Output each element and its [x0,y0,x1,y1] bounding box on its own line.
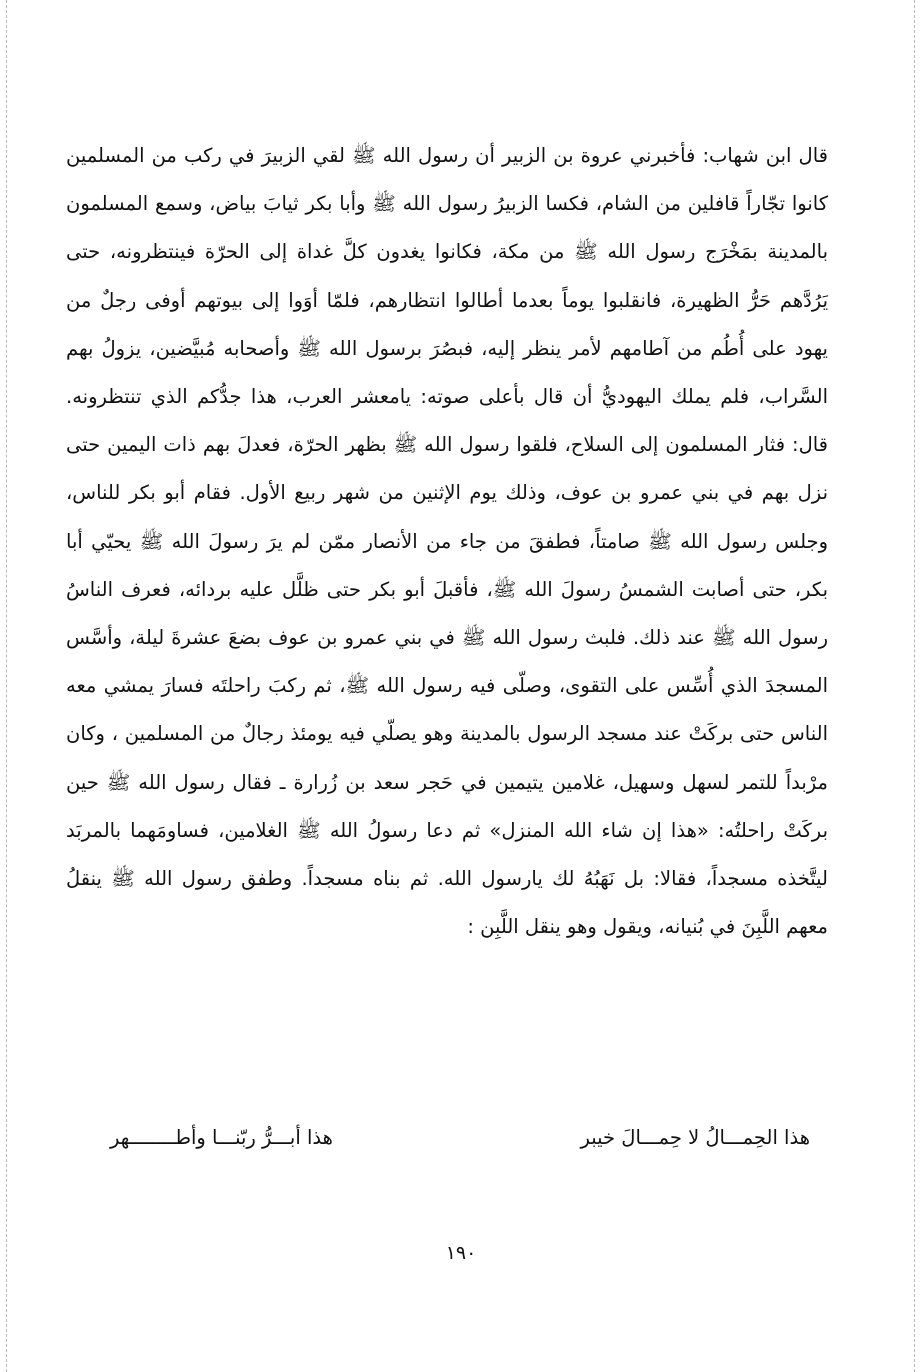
body-paragraph: قال ابن شهاب: فأخبرني عروة بن الزبير أن رسول الله ﷺ لقي الزبيرَ في ركب من المسلمين كانوا تجّاراً قافلين من الشام، فكسا الزبيرُ رسول الله ﷺ وأبا بكر ثيابَ بياض، وسمع المسلمون بالمدينة بمَخْرَج رسول الله ﷺ من مكة، فكانوا يغدون كلَّ غداة إلى الحرّة فينتظرونه، حتى يَرُدَّهم حَرُّ الظهيرة، فانقلبوا يوماً بعدما أطالوا انتظارهم، فلمّا أوَوا إلى بيوتهم أوفى رجلٌ من يهود على أُطُم من آطامهم لأمر ينظر إليه، فبصُرَ برسول الله ﷺ وأصحابه مُبيَّضين، يزولُ بهم السَّراب، فلم يملك اليهوديُّ أن قال بأعلى صوته: يامعشر العرب، هذا جدُّكم الذي تنتظرونه. قال: فثار المسلمون إلى السلاح، فلقوا رسول الله ﷺ بظهر الحرّة، فعدلَ بهم ذات اليمين حتى نزل بهم في بني عمرو بن عوف، وذلك يوم الإثنين من شهر ربيع الأول. فقام أبو بكر للناس، وجلس رسول الله ﷺ صامتاً، فطفقَ من جاء من الأنصار ممّن لم يرَ رسولَ الله ﷺ يحيّي أبا بكر، حتى أصابت الشمسُ رسولَ الله ﷺ، فأقبلَ أبو بكر حتى ظلَّل عليه بردائه، فعرف الناسُ رسول الله ﷺ عند ذلك. فلبث رسول الله ﷺ في بني عمرو بن عوف بضعَ عشرةَ ليلة، وأسَّس المسجدَ الذي أُسِّس على التقوى، وصلّى فيه رسول الله ﷺ، ثم ركبَ راحلتَه فسارَ يمشي معه الناس حتى بركَتْ عند مسجد الرسول بالمدينة وهو يصلّي فيه يومئذ رجالٌ من المسلمين ، وكان مرْبداً للتمر لسهل وسهيل، غلامين يتيمين في حَجر سعد بن زُرارة ـ فقال رسول الله ﷺ حين بركَتْ راحلتُه: «هذا إن شاء الله المنزل» ثم دعا رسولُ الله ﷺ الغلامين، فساومَهما بالمربَد ليتَّخذه مسجداً، فقالا: بل نَهَبُهُ لك يارسول الله. ثم بناه مسجداً. وطفق رسول الله ﷺ ينقلُ معهم اللَّبِنَ في بُنيانه، ويقول وهو ينقل اللَّبِن : [66,144,828,939]
verse-first-hemistich: هذا الحِمـــالُ لا حِمـــالَ خيبر [580,1126,810,1149]
page-edge-right [914,0,915,1372]
poem-verse [110,1118,810,1158]
verse-second-hemistich: هذا أبـــرُّ ربّنـــا وأطــــــــهر [110,1126,333,1149]
page-edge-left [6,0,7,1372]
page-number: ١٩٠ [445,1242,477,1264]
